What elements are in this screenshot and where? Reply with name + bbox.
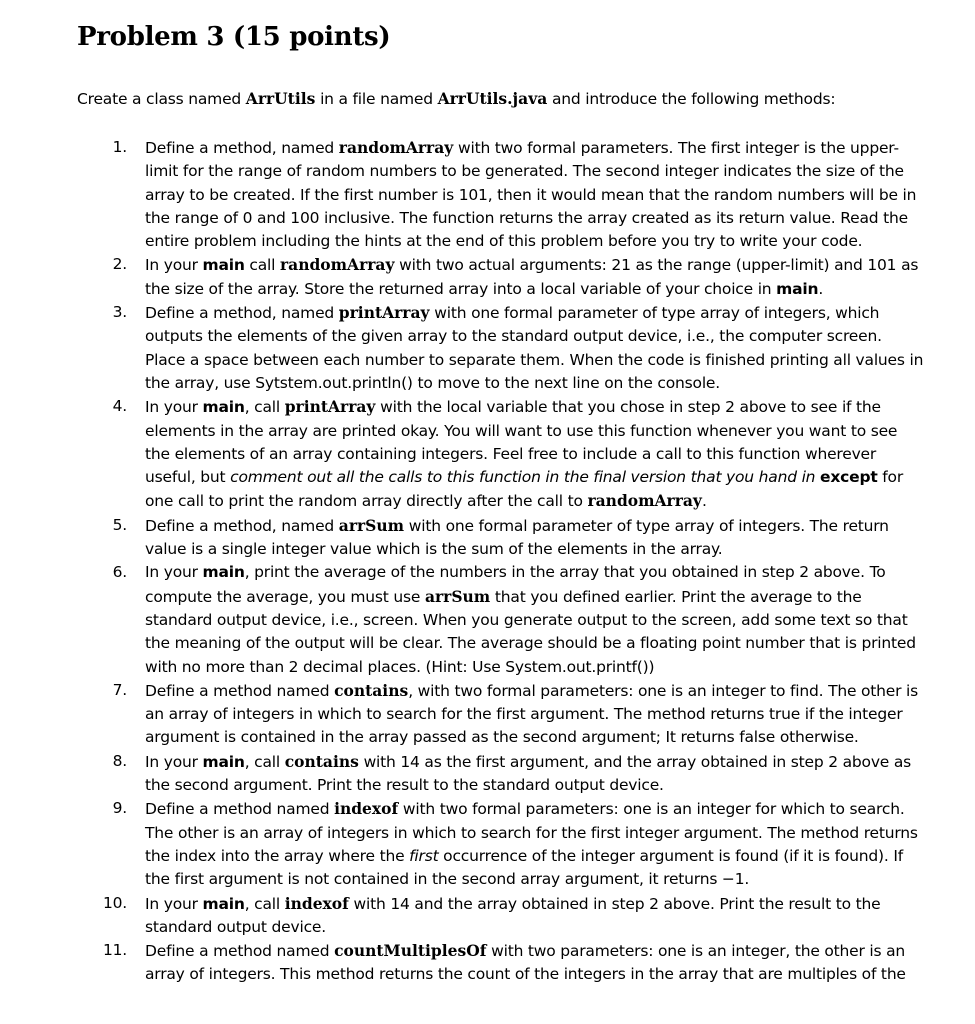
text-line (145, 466, 945, 489)
item-number: 4. (112, 397, 127, 416)
text-run: In your (145, 563, 203, 582)
list-item (0, 514, 945, 562)
text-run: with two actual arguments: 21 as the range (upper-limit) and 101 as (394, 256, 919, 275)
text-run: Create a class named (77, 90, 246, 108)
text-line (145, 184, 945, 207)
text-run: Define a method, named (145, 516, 339, 535)
text-run: Define a method named (145, 681, 335, 700)
text-run: with two parameters: one is an integer, the other is an (486, 942, 906, 961)
code-term: arrSum (424, 586, 491, 606)
code-term: ArrUtils.java (437, 89, 548, 108)
text-line (145, 726, 945, 749)
text-run: with the local variable that you chose in step 2 above to see if the (375, 398, 881, 417)
text-line (145, 750, 945, 774)
text-run: Define a method, named (145, 304, 339, 323)
text-run: for (877, 468, 904, 487)
text-run: . (701, 492, 707, 511)
text-line (145, 136, 945, 160)
text-run: the range of 0 and 100 inclusive. The function returns the array created as its return value. Read the (145, 208, 908, 227)
bold-term: except (820, 468, 878, 487)
item-number: 10. (102, 893, 127, 912)
text-run: , with two formal parameters: one is an integer to find. The other is (408, 681, 919, 700)
text-run: , call (244, 398, 285, 417)
code-term: countMultiplesOf (334, 941, 487, 961)
text-line (145, 656, 945, 679)
list-item (0, 561, 945, 678)
text-run: In your (145, 894, 203, 913)
text-line (145, 916, 945, 939)
text-run: the first argument is not contained in the second array argument, it returns −1. (145, 870, 750, 889)
text-run: argument is contained in the array passed as the second argument; It returns false otherwise. (145, 728, 859, 747)
list-item (0, 750, 945, 798)
text-line (145, 514, 945, 538)
code-term: contains (334, 680, 409, 700)
text-run: with one formal parameter of type array of integers, which (429, 304, 880, 323)
text-run: the index into the array where the (145, 846, 410, 865)
text-run: in a file named (315, 90, 438, 108)
text-line (145, 774, 945, 797)
text-line (145, 797, 945, 821)
text-line (145, 868, 945, 891)
text-line (145, 325, 945, 348)
text-run: the meaning of the output will be clear. The average should be a floating point number that is printed (145, 634, 916, 653)
item-number: 11. (102, 941, 127, 960)
text-line (145, 278, 945, 301)
text-run: with 14 and the array obtained in step 2 above. Print the result to the (348, 894, 881, 913)
text-run: with two formal parameters: one is an integer for which to search. (398, 800, 905, 819)
list-item (0, 301, 945, 395)
text-line (145, 160, 945, 183)
bold-term: main (202, 894, 245, 913)
text-run: occurrence of the integer argument is found (if it is found). If (438, 846, 903, 865)
text-line (145, 561, 945, 584)
text-line (145, 489, 945, 513)
item-number: 2. (112, 255, 127, 274)
text-line (145, 395, 945, 419)
text-line (145, 443, 945, 466)
text-run: entire problem including the hints at the end of this problem before you try to write your code. (145, 232, 863, 251)
text-run: , call (244, 894, 285, 913)
text-run: elements in the array are printed okay. You will want to use this function whenever you want to see (145, 421, 898, 440)
code-term: printArray (338, 303, 430, 323)
text-line (145, 892, 945, 916)
item-number: 6. (112, 563, 127, 582)
item-number: 3. (112, 303, 127, 322)
list-item (0, 939, 945, 987)
list-item (0, 679, 945, 750)
text-run: with no more than 2 decimal places. (Hint: Use System.out.printf()) (145, 657, 655, 676)
text-run: that you defined earlier. Print the average to the (490, 587, 862, 606)
text-run: standard output device, i.e., screen. When you generate output to the screen, add some text so that (145, 610, 908, 629)
item-number: 9. (112, 799, 127, 818)
item-number: 7. (112, 680, 127, 699)
text-run: and introduce the following methods: (547, 90, 836, 108)
code-term: randomArray (279, 255, 395, 275)
text-line (145, 349, 945, 372)
text-run: value is a single integer value which is the sum of the elements in the array. (145, 540, 723, 559)
text-run: Define a method named (145, 800, 335, 819)
page-title: Problem 3 (15 points) (77, 22, 391, 52)
text-run: array of integers. This method returns the count of the integers in the array that are multiples of the (145, 965, 906, 984)
text-line (145, 207, 945, 230)
text-line (145, 301, 945, 325)
text-run: with one formal parameter of type array of integers. The return (404, 516, 889, 535)
italic-emphasis: comment out all the calls to this function in the final version that you hand in (230, 468, 816, 487)
bold-term: main (202, 256, 245, 275)
text-run: the array, use Sytstem.out.println() to move to the next line on the console. (145, 373, 720, 392)
text-line (145, 538, 945, 561)
text-run: limit for the range of random numbers to be generated. The second integer indicates the size of the (145, 162, 904, 181)
text-run: In your (145, 398, 203, 417)
text-run: Place a space between each number to separate them. When the code is finished printing all values in (145, 350, 924, 369)
list-item (0, 136, 945, 253)
text-line (145, 939, 945, 963)
text-line (145, 253, 945, 277)
text-run: useful, but (145, 468, 231, 487)
text-run: the elements of an array containing integers. Feel free to include a call to this function wherever (145, 444, 877, 463)
code-term: printArray (284, 397, 376, 417)
text-run: standard output device. (145, 917, 326, 936)
text-run: one call to print the random array directly after the call to (145, 492, 588, 511)
intro-paragraph (77, 87, 957, 111)
code-term: indexof (334, 799, 399, 819)
text-line (145, 822, 945, 845)
code-term: ArrUtils (245, 89, 316, 108)
text-line (145, 963, 945, 986)
text-run: with 14 as the first argument, and the array obtained in step 2 above as (358, 752, 912, 771)
code-term: randomArray (587, 491, 702, 511)
text-run: array to be created. If the first number is 101, then it would mean that the random numbers will be in (145, 185, 917, 204)
text-run: outputs the elements of the given array to the standard output device, i.e., the computer screen. (145, 327, 882, 346)
bold-term: main (202, 563, 245, 582)
text-run: The other is an array of integers in which to search for the first integer argument. The method returns (145, 823, 918, 842)
text-line (145, 703, 945, 726)
text-line (145, 632, 945, 655)
code-term: randomArray (338, 138, 454, 157)
code-term: arrSum (338, 515, 405, 535)
italic-emphasis: first (409, 846, 439, 865)
method-list (0, 136, 975, 987)
text-run: In your (145, 752, 203, 771)
bold-term: main (202, 398, 245, 417)
text-line (145, 230, 945, 253)
text-run: . (818, 279, 824, 298)
list-item (0, 892, 945, 940)
text-run: In your (145, 256, 203, 275)
list-item (0, 797, 945, 891)
text-run: the second argument. Print the result to the standard output device. (145, 776, 664, 795)
text-line (145, 845, 945, 868)
text-run: Define a method named (145, 942, 335, 961)
item-number: 8. (112, 751, 127, 770)
text-line (145, 585, 945, 609)
text-line (145, 420, 945, 443)
text-line (145, 609, 945, 632)
text-run: , print the average of the numbers in the array that you obtained in step 2 above. To (244, 563, 886, 582)
text-run: call (244, 256, 280, 275)
list-item (0, 253, 945, 301)
text-run: , call (244, 752, 285, 771)
code-term: indexof (284, 893, 349, 913)
text-run: the size of the array. Store the returned array into a local variable of your choice in (145, 279, 777, 298)
text-run: compute the average, you must use (145, 587, 425, 606)
text-line (145, 372, 945, 395)
item-number: 1. (112, 138, 127, 156)
bold-term: main (776, 279, 819, 298)
text-run: Define a method, named (145, 139, 339, 157)
list-item (0, 395, 945, 513)
bold-term: main (202, 752, 245, 771)
item-number: 5. (112, 515, 127, 534)
text-run: an array of integers in which to search for the first argument. The method returns true if the integer (145, 705, 903, 724)
code-term: contains (284, 751, 359, 771)
text-run: with two formal parameters. The first integer is the upper- (453, 139, 899, 157)
text-line (145, 679, 945, 703)
